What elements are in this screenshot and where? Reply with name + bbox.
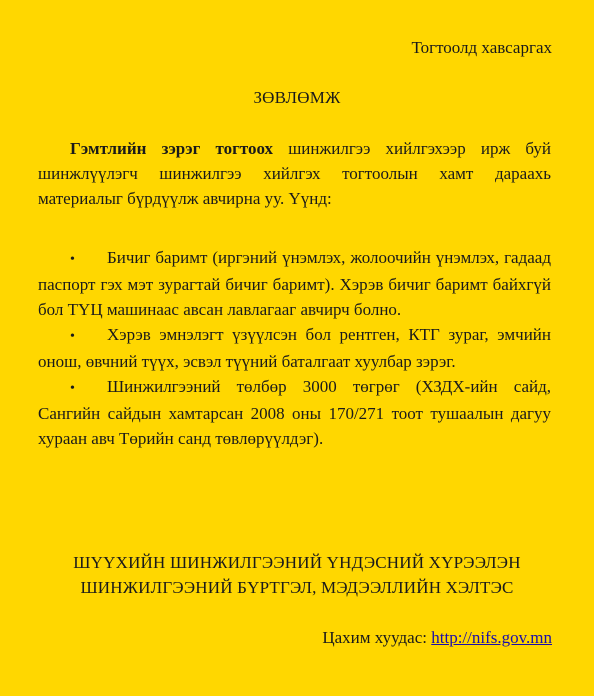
intro-bold-lead: Гэмтлийн зэрэг тогтоох: [70, 139, 274, 158]
website-link[interactable]: http://nifs.gov.mn: [431, 628, 552, 647]
document-title: ЗӨВЛӨМЖ: [253, 88, 341, 107]
website-label: Цахим хуудас:: [322, 628, 432, 647]
list-item-text: Шинжилгээний төлбөр 3000 төгрөг (ХЗДХ-ийн сайд, Сангийн сайдын хамтарсан 2008 оны 170/271 тоот тушаалын дагуу хураан авч Төрийн санд төвлөрүүлдэг).: [38, 377, 551, 448]
organization-line-1: ШҮҮХИЙН ШИНЖИЛГЭЭНИЙ ҮНДЭСНИЙ ХҮРЭЭЛЭН: [73, 553, 521, 572]
intro-text: шинжилгээ хийлгэхээр ирж буй шинжлүүлэгч шинжилгээ хийлгэх тогтоолын хамт дараахь материалыг бүрдүүлж авчирна уу. Үүнд:: [38, 139, 551, 208]
website-line: [322, 628, 552, 648]
list-item: [38, 374, 551, 451]
intro-paragraph: [38, 136, 551, 211]
list-item: [38, 245, 551, 322]
list-item-text: Хэрэв эмнэлэгт үзүүлсэн бол рентген, КТГ зураг, эмчийн онош, өвчний түүх, эсвэл түүний баталгаат хуулбар зэрэг.: [38, 325, 551, 371]
bullet-icon: •: [70, 329, 75, 344]
list-item-text: Бичиг баримт (иргэний үнэмлэх, жолоочийн үнэмлэх, гадаад паспорт гэх мэт зурагтай бичиг баримт). Хэрэв бичиг баримт байхгүй бол ТҮЦ машинаас авсан лавлагааг авчирч болно.: [38, 248, 551, 319]
organization-line-2: ШИНЖИЛГЭЭНИЙ БҮРТГЭЛ, МЭДЭЭЛЛИЙН ХЭЛТЭС: [80, 578, 514, 597]
organization-name: [0, 550, 594, 600]
bullet-icon: •: [70, 252, 75, 267]
bullet-icon: •: [70, 381, 75, 396]
requirements-list: [38, 245, 551, 451]
attachment-note: Тогтоолд хавсаргах: [411, 38, 552, 57]
list-item: [38, 322, 551, 374]
